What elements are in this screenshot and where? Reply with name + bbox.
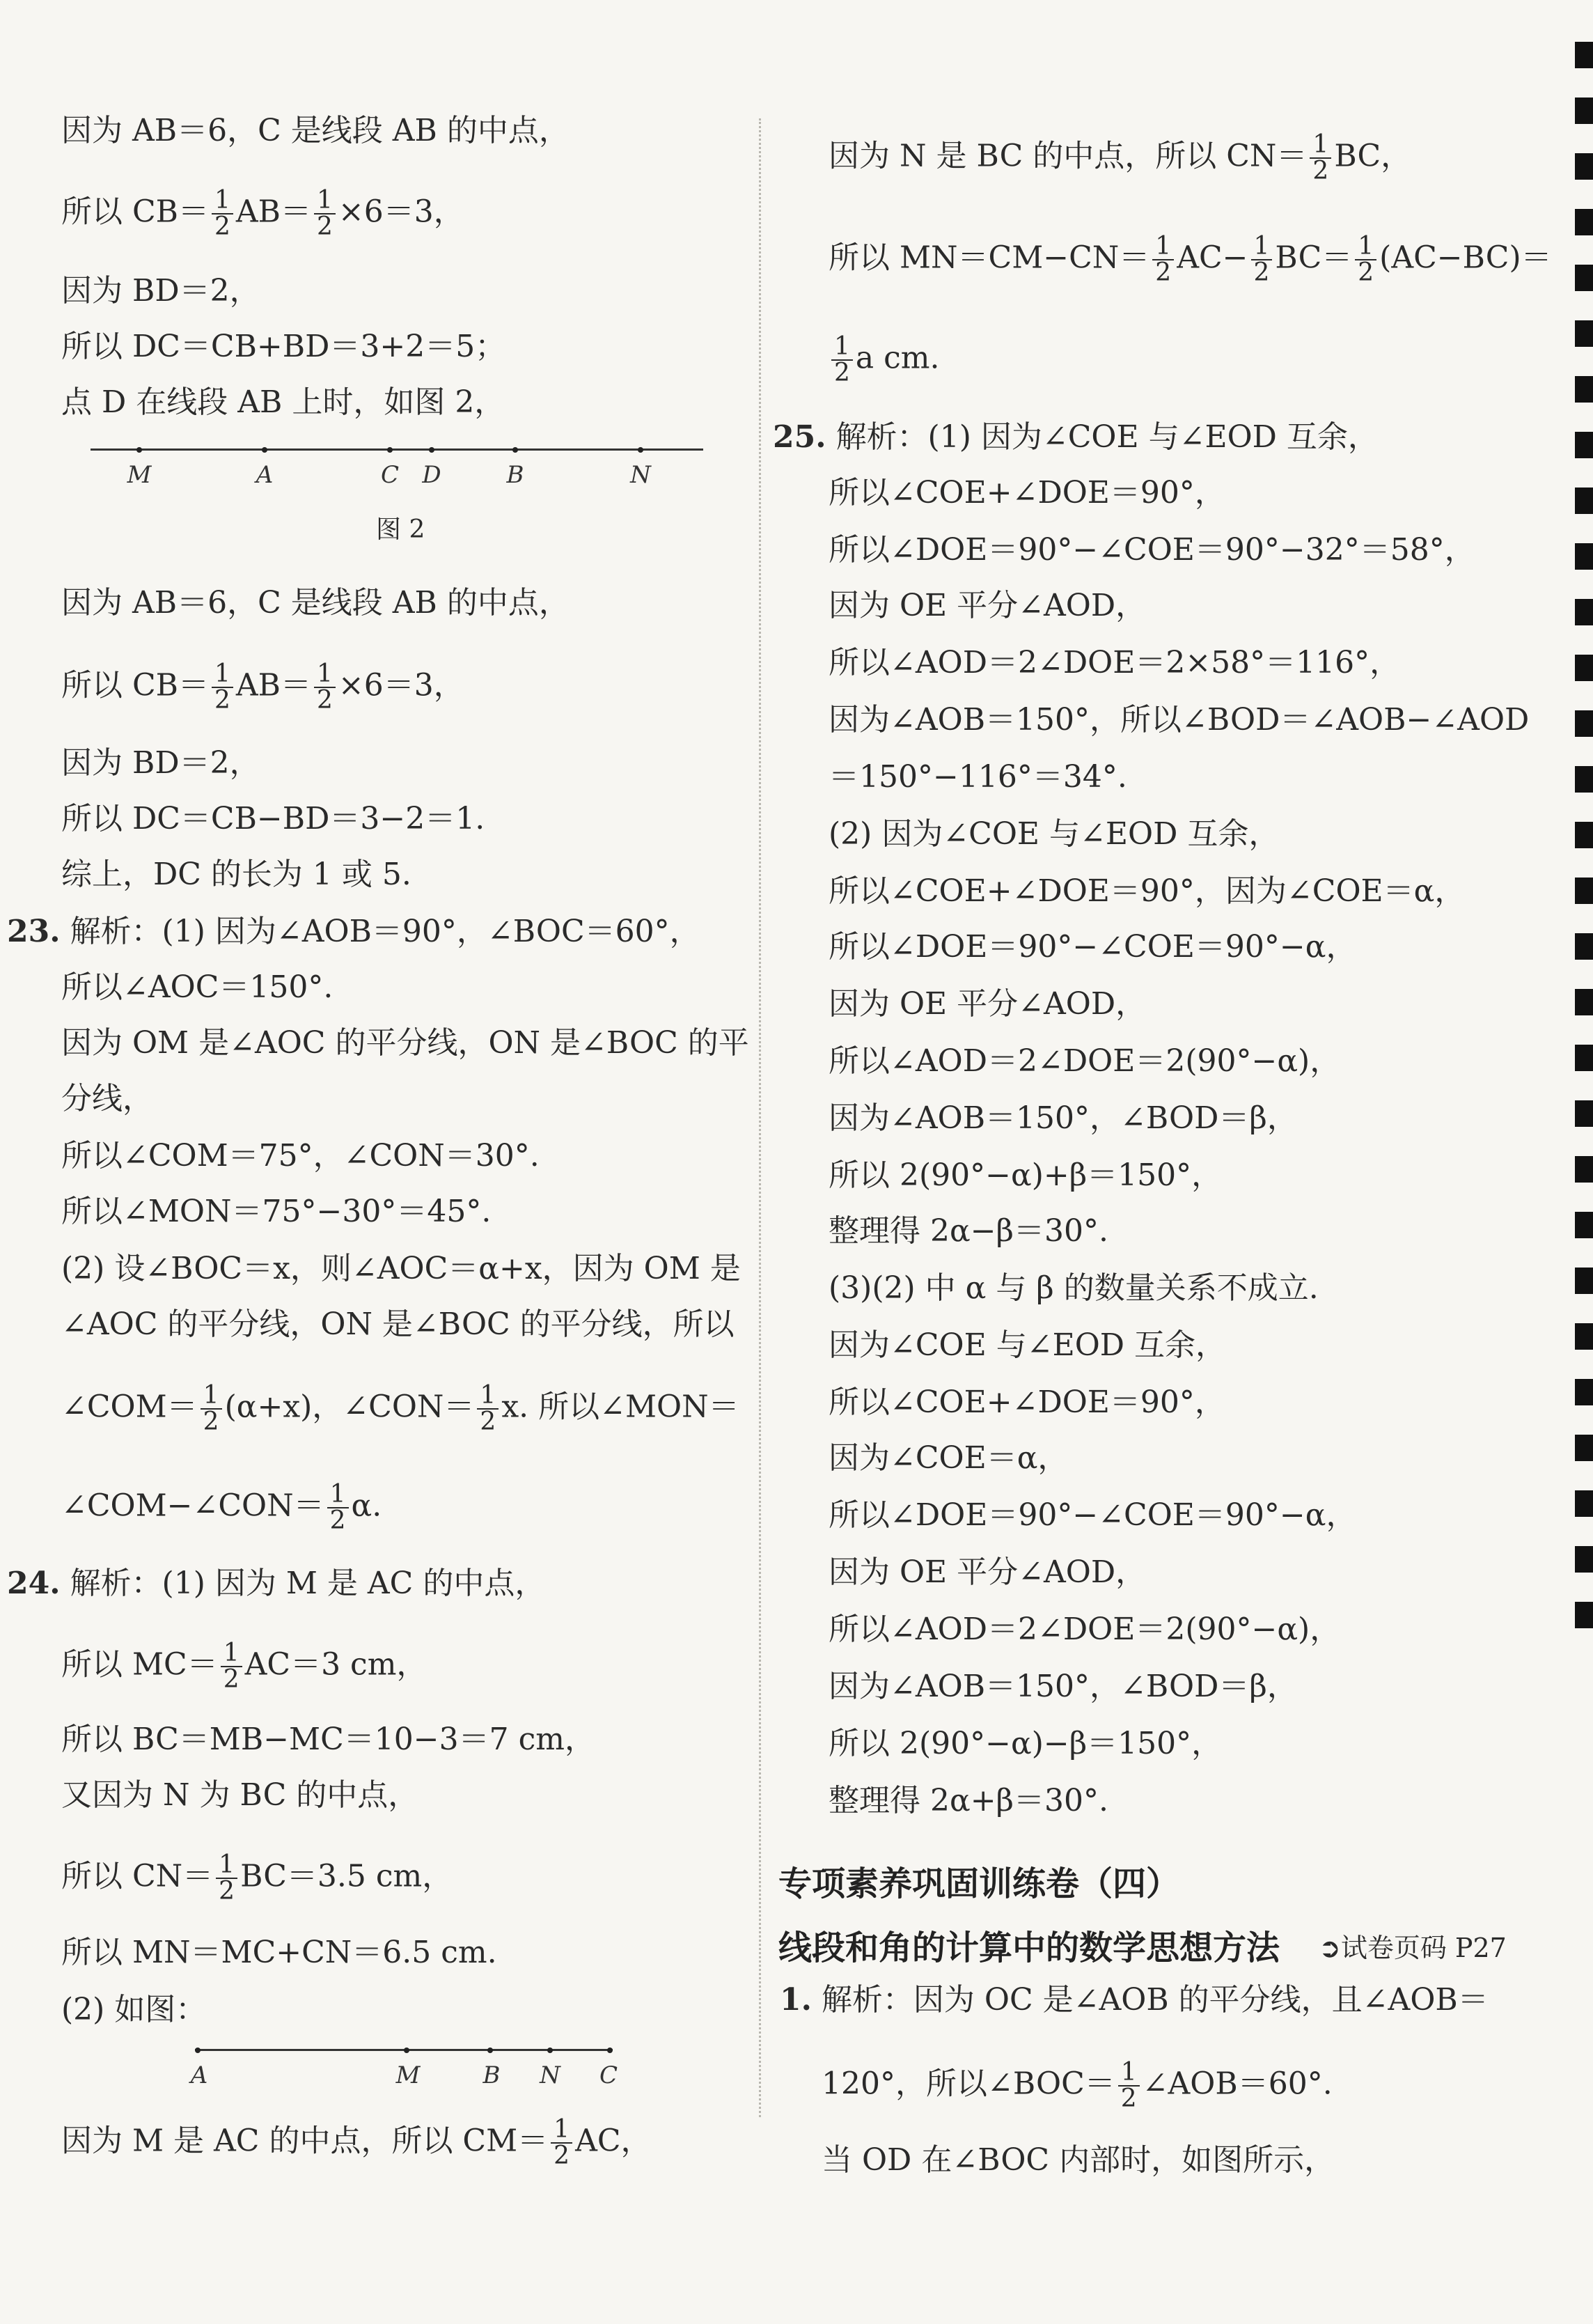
page-reference-text: 试卷页码 P27 [1340,1933,1507,1963]
text-segment: 解析：(1) 因为∠AOB＝90°，∠BOC＝60°， [70,914,700,949]
fraction-denominator: 2 [1251,259,1273,286]
text-line: 因为∠AOB＝150°，所以∠BOD＝∠AOB−∠AOD [829,702,1530,738]
equation-line [61,1850,453,1905]
fraction-denominator: 2 [477,1408,499,1435]
fraction-denominator: 2 [221,1666,242,1692]
text-line: 分线， [61,1081,153,1116]
text-segment: α. [351,1488,382,1524]
equation-line [61,2117,652,2169]
text-line: 整理得 2α−β＝30°. [829,1213,1108,1249]
fraction [1355,234,1376,286]
text-line: 点 D 在线段 AB 上时，如图 2， [61,384,505,420]
fraction-numerator: 1 [317,186,333,215]
point-dot [547,2048,553,2053]
text-segment: a cm. [855,340,940,376]
section-title: 专项素养巩固训练卷（四） [778,1864,1180,1903]
text-segment: AC− [1177,240,1248,276]
fraction-numerator: 1 [1358,232,1374,260]
equation-line [829,132,1411,184]
fraction-denominator: 2 [216,1878,237,1904]
question-1-line [780,1981,1489,2020]
point-label: A [256,461,274,489]
text-line: 因为 OE 平分∠AOD， [829,986,1147,1022]
page-reference [1319,1926,1507,1965]
text-segment: 因为 M 是 AC 的中点，所以 CM＝ [61,2123,549,2159]
text-segment: 所以 CB＝ [61,194,209,230]
fraction-numerator: 1 [214,660,230,688]
fraction [1310,132,1331,184]
text-line: 综上，DC 的长为 1 或 5. [61,857,411,892]
fraction-numerator: 1 [480,1381,496,1410]
equation-line [829,334,939,386]
fraction [551,2117,572,2169]
text-segment: 解析：因为 OC 是∠AOB 的平分线，且∠AOB＝ [821,1982,1489,2018]
text-line: 所以 2(90°−α)−β＝150°， [829,1726,1223,1761]
text-segment: BC＝3.5 cm， [240,1858,453,1894]
text-segment: (AC−BC)＝ [1379,240,1552,276]
fraction-numerator: 1 [329,1480,346,1508]
text-line: 所以∠AOD＝2∠DOE＝2(90°−α)， [829,1612,1341,1647]
text-line: 所以∠COE+∠DOE＝90°，因为∠COE＝α， [829,873,1466,909]
text-line: ＝150°−116°＝34°. [829,759,1127,795]
fraction-numerator: 1 [554,2115,570,2144]
text-line: 因为 BD＝2， [61,273,260,309]
fraction-denominator: 2 [1152,259,1174,286]
fraction-denominator: 2 [1310,157,1331,184]
figure-caption: 图 2 [376,515,425,544]
text-line: 因为 OE 平分∠AOD， [829,1554,1147,1590]
fraction [477,1383,499,1435]
question-24-line [7,1564,545,1603]
question-number: 25. [773,419,826,455]
point-label: M [127,461,152,489]
text-segment: x. 所以∠MON＝ [501,1389,739,1425]
point-label: D [422,461,441,489]
text-segment: 所以 CN＝ [61,1858,214,1894]
fraction-denominator: 2 [314,687,336,713]
fraction [1251,234,1273,286]
fraction-numerator: 1 [1120,2058,1137,2087]
text-line: 因为 AB＝6，C 是线段 AB 的中点， [61,585,570,621]
arrow-circle-icon: ➲ [1319,1933,1341,1963]
text-line: 所以∠MON＝75°−30°＝45°. [61,1194,492,1229]
fraction [327,1482,349,1534]
figure-number-line [190,2042,618,2091]
segment-line [91,449,703,451]
fraction-numerator: 1 [1312,130,1329,159]
text-segment: 所以 MN＝CM−CN＝ [829,240,1150,276]
point-dot [429,447,434,453]
text-segment: ∠COM−∠CON＝ [61,1488,324,1524]
text-line: 所以 MN＝MC+CN＝6.5 cm. [61,1935,497,1970]
point-label: B [482,2061,501,2089]
fraction [221,1641,242,1692]
point-dot [487,2048,493,2053]
fraction-denominator: 2 [212,213,233,240]
text-segment: 解析：(1) 因为 M 是 AC 的中点， [70,1566,546,1601]
equation-line [61,1641,427,1692]
text-line: 所以∠AOC＝150°. [61,969,333,1005]
text-line: 所以 2(90°−α)+β＝150°， [829,1157,1223,1193]
text-segment: 所以 MC＝ [61,1646,218,1683]
text-line: 所以∠COE+∠DOE＝90°， [829,1385,1225,1420]
fraction [831,334,853,386]
text-line: (3)(2) 中 α 与 β 的数量关系不成立. [829,1270,1319,1306]
point-label: M [395,2061,421,2089]
text-line: (2) 如图： [61,1992,207,2027]
text-line: 又因为 N 为 BC 的中点， [61,1777,419,1813]
text-line: 整理得 2α+β＝30°. [829,1783,1108,1818]
fraction-denominator: 2 [1355,259,1376,286]
equation-line [822,2060,1333,2112]
fraction-denominator: 2 [212,687,233,713]
text-line: 因为∠AOB＝150°，∠BOD＝β， [829,1100,1298,1136]
fraction-denominator: 2 [1118,2085,1140,2112]
section-subtitle: 线段和角的计算中的数学思想方法 [778,1928,1280,1967]
equation-line [61,662,464,713]
text-line: 因为 OE 平分∠AOD， [829,588,1147,623]
text-segment: 解析：(1) 因为∠COE 与∠EOD 互余， [835,419,1379,455]
text-segment: AB＝ [235,667,312,703]
text-line: 因为∠COE 与∠EOD 互余， [829,1327,1227,1363]
point-dot [262,447,267,453]
equation-line [61,188,464,240]
fraction-denominator: 2 [201,1408,222,1435]
fraction-numerator: 1 [219,1850,235,1879]
text-line: 因为 BD＝2， [61,745,260,781]
text-line: 所以∠AOD＝2∠DOE＝2(90°−α)， [829,1043,1341,1079]
point-dot [404,2048,409,2053]
question-number: 1. [780,1982,812,2018]
point-label: N [540,2061,560,2089]
point-dot [136,447,142,453]
fraction [216,1850,237,1905]
text-segment: BC＝ [1275,240,1353,276]
fraction-numerator: 1 [223,1639,240,1667]
text-line: 当 OD 在∠BOC 内部时，如图所示， [822,2142,1335,2178]
text-segment: ∠AOB＝60°. [1142,2066,1333,2102]
fraction [314,188,336,240]
text-line: 所以∠COE+∠DOE＝90°， [829,475,1225,510]
point-dot [607,2048,613,2053]
text-line: 所以∠DOE＝90°−∠COE＝90°−32°＝58°， [829,532,1475,568]
text-segment: AB＝ [235,194,312,230]
question-number: 24. [7,1566,61,1601]
text-segment: 120°，所以∠BOC＝ [822,2066,1115,2102]
fraction-numerator: 1 [203,1381,219,1410]
point-label: A [190,2061,208,2089]
text-segment: 所以 CB＝ [61,667,209,703]
figure-2-number-line [91,442,703,490]
fraction [314,662,336,713]
text-line: ∠AOC 的平分线，ON 是∠BOC 的平分线，所以 [61,1307,735,1342]
text-line: 因为∠AOB＝150°，∠BOD＝β， [829,1669,1298,1704]
question-25-line [773,418,1379,457]
fraction-denominator: 2 [831,359,853,386]
fraction-denominator: 2 [327,1507,349,1534]
fraction-numerator: 1 [1253,232,1270,260]
text-line: 所以 BC＝MB−MC＝10−3＝7 cm， [61,1722,595,1757]
text-line: 所以∠DOE＝90°−∠COE＝90°−α， [829,929,1357,965]
text-line: 所以∠AOD＝2∠DOE＝2×58°＝116°， [829,645,1401,680]
fraction-numerator: 1 [214,186,230,215]
text-line: 所以 DC＝CB+BD＝3+2＝5； [61,329,506,364]
equation-line [829,234,1552,286]
fraction [212,188,233,240]
text-segment: 因为 N 是 BC 的中点，所以 CN＝ [829,138,1308,174]
point-label: C [599,2061,618,2089]
fraction-numerator: 1 [317,660,333,688]
text-segment: ∠COM＝ [61,1389,198,1425]
text-segment: AC， [575,2123,652,2159]
point-dot [387,447,393,453]
text-line: 因为 AB＝6，C 是线段 AB 的中点， [61,113,570,148]
text-segment: (α+x)，∠CON＝ [224,1389,475,1425]
text-segment: BC， [1334,138,1412,174]
question-23-line [7,912,700,951]
fraction-denominator: 2 [551,2142,572,2169]
fraction [1152,234,1174,286]
text-line: 所以∠DOE＝90°−∠COE＝90°−α， [829,1497,1357,1533]
page-edge-marks [1575,42,1593,1644]
fraction-denominator: 2 [314,213,336,240]
point-dot [512,447,518,453]
equation-line [61,1482,382,1534]
text-line: (2) 设∠BOC＝x，则∠AOC＝α+x，因为 OM 是 [61,1251,741,1286]
point-label: B [506,461,524,489]
text-line: 所以∠COM＝75°，∠CON＝30°. [61,1138,540,1173]
text-line: 因为 OM 是∠AOC 的平分线，ON 是∠BOC 的平 [61,1025,749,1061]
fraction [1118,2060,1140,2112]
fraction-numerator: 1 [1155,232,1172,260]
fraction [201,1383,222,1435]
point-dot [195,2048,201,2053]
text-segment: ×6＝3， [338,667,464,703]
point-label: C [380,461,400,489]
point-label: N [630,461,651,489]
fraction-numerator: 1 [834,332,850,361]
text-line: (2) 因为∠COE 与∠EOD 互余， [829,816,1280,852]
question-number: 23. [7,914,61,949]
point-dot [638,447,643,453]
text-segment: AC＝3 cm， [244,1646,427,1683]
fraction [212,662,233,713]
text-line: 因为∠COE＝α， [829,1440,1069,1476]
equation-line [61,1383,739,1435]
column-divider [759,118,761,2117]
text-segment: ×6＝3， [338,194,464,230]
text-line: 所以 DC＝CB−BD＝3−2＝1. [61,801,485,836]
